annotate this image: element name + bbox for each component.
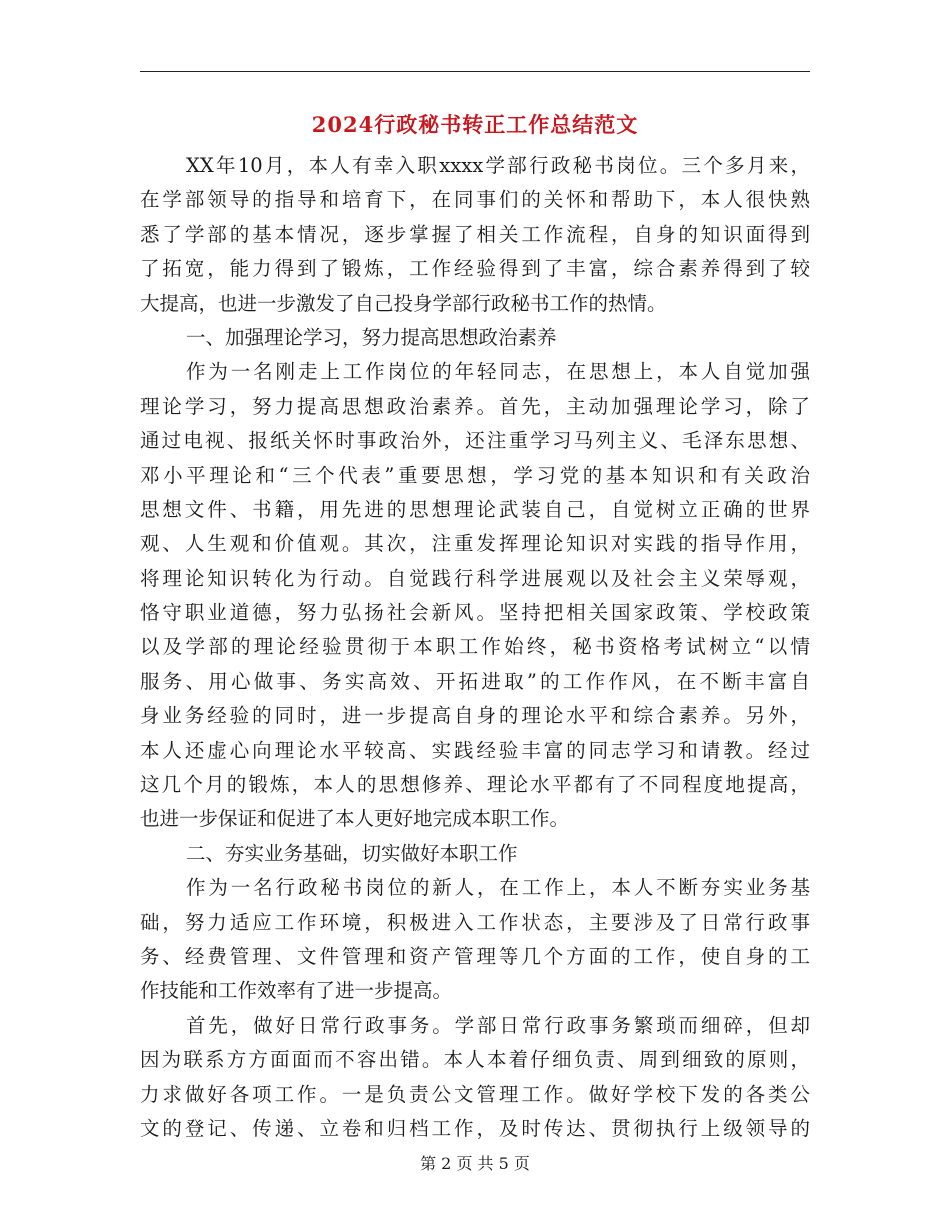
body-line: 身业务经验的同时，进一步提高自身的理论水平和综合素养。另外， xyxy=(140,704,810,728)
page-number: 第 2 页 共 5 页 xyxy=(420,1154,530,1173)
body-line: 作技能和工作效率有了进一步提高。 xyxy=(140,979,453,1003)
body-line: 作为一名行政秘书岗位的新人，在工作上，本人不断夯实业务基 xyxy=(186,876,810,900)
body-line: 在学部领导的指导和培育下，在同事们的关怀和帮助下，本人很快熟 xyxy=(140,188,810,212)
body-line: 通过电视、报纸关怀时事政治外，还注重学习马列主义、毛泽东思想、 xyxy=(140,429,810,453)
body-line: 思想文件、书籍，用先进的思想理论武装自己，自觉树立正确的世界 xyxy=(140,497,810,521)
section-heading: 一、加强理论学习，努力提高思想政治素养 xyxy=(186,325,557,349)
document-title: 2024行政秘书转正工作总结范文 xyxy=(311,112,639,137)
body-line: 邓小平理论和“三个代表”重要思想，学习党的基本知识和有关政治 xyxy=(140,463,810,487)
header-rule xyxy=(140,71,810,72)
body-line: 理论学习，努力提高思想政治素养。首先，主动加强理论学习，除了 xyxy=(140,394,810,418)
body-line: 首先，做好日常行政事务。学部日常行政事务繁琐而细碎，但却 xyxy=(186,1013,810,1037)
body-line: 悉了学部的基本情况，逐步掌握了相关工作流程，自身的知识面得到 xyxy=(140,222,810,246)
body-line: 作为一名刚走上工作岗位的年轻同志，在思想上，本人自觉加强 xyxy=(186,360,810,384)
section-heading: 二、夯实业务基础，切实做好本职工作 xyxy=(186,841,518,865)
body-line: 服务、用心做事、务实高效、开拓进取”的工作作风，在不断丰富自 xyxy=(140,669,810,693)
body-line: 本人还虚心向理论水平较高、实践经验丰富的同志学习和请教。经过 xyxy=(140,738,810,762)
body-line: 以及学部的理论经验贯彻于本职工作始终，秘书资格考试树立“以情 xyxy=(140,635,810,659)
body-line: 也进一步保证和促进了本人更好地完成本职工作。 xyxy=(140,807,570,831)
body-line: XX年10月，本人有幸入职xxxx学部行政秘书岗位。三个多月来， xyxy=(186,154,810,177)
body-line: 将理论知识转化为行动。自觉践行科学进展观以及社会主义荣辱观， xyxy=(140,566,810,590)
body-line: 务、经费管理、文件管理和资产管理等几个方面的工作，使自身的工 xyxy=(140,944,810,968)
body-line: 大提高，也进一步激发了自己投身学部行政秘书工作的热情。 xyxy=(140,291,667,315)
body-line: 力求做好各项工作。一是负责公文管理工作。做好学校下发的各类公 xyxy=(140,1082,810,1106)
body-line: 了拓宽，能力得到了锻炼，工作经验得到了丰富，综合素养得到了较 xyxy=(140,257,810,281)
body-line: 观、人生观和价值观。其次，注重发挥理论知识对实践的指导作用， xyxy=(140,532,810,556)
body-line: 恪守职业道德，努力弘扬社会新风。坚持把相关国家政策、学校政策 xyxy=(140,601,810,625)
body-line: 文的登记、传递、立卷和归档工作，及时传达、贯彻执行上级领导的 xyxy=(140,1116,810,1140)
body-line: 这几个月的锻炼，本人的思想修养、理论水平都有了不同程度地提高， xyxy=(140,773,810,797)
body-line: 因为联系方方面面而不容出错。本人本着仔细负责、周到细致的原则， xyxy=(140,1048,810,1072)
body-line: 础，努力适应工作环境，积极进入工作状态，主要涉及了日常行政事 xyxy=(140,910,810,934)
document-body xyxy=(140,149,810,1146)
